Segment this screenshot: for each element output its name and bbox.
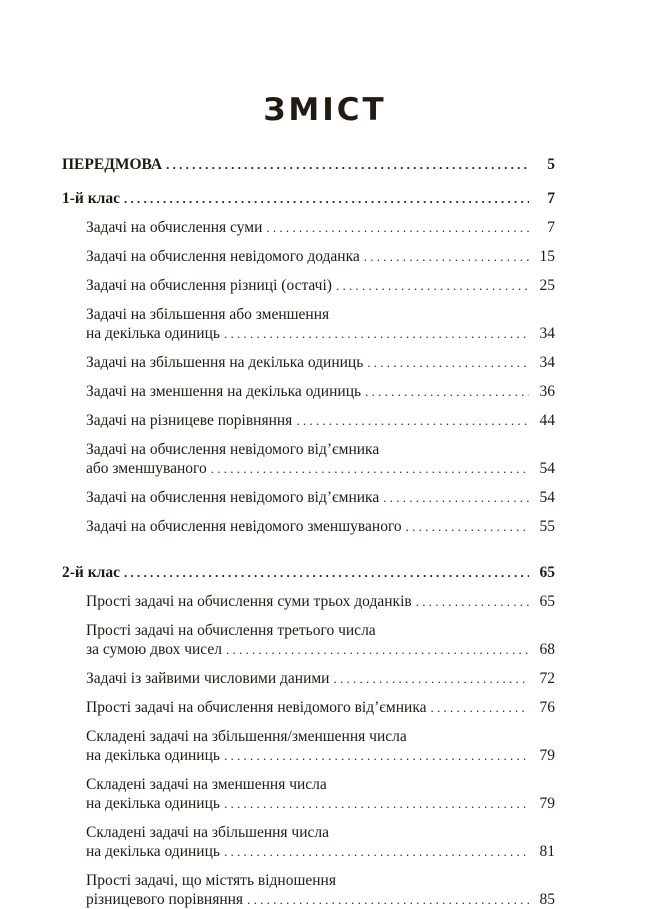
dot-leader [266, 218, 529, 237]
toc-entry-line [86, 247, 555, 266]
toc-page-number: 7 [547, 219, 555, 236]
toc-page-number: 54 [539, 460, 555, 477]
toc-entry[interactable] [86, 276, 555, 295]
toc-entry-title: Задачі на обчислення невідомого від’ємника [86, 489, 380, 506]
dot-leader [416, 592, 529, 611]
toc-entry-title-first-line: Задачі на збільшення або зменшення [86, 306, 330, 323]
toc-entry[interactable] [86, 440, 555, 478]
toc-entry-line [86, 411, 555, 430]
toc-page-number: 36 [539, 383, 555, 400]
toc-entry[interactable] [86, 517, 555, 536]
dot-leader [336, 276, 529, 295]
toc-entry[interactable] [86, 411, 555, 430]
dot-leader [406, 517, 529, 536]
toc-entry[interactable] [62, 189, 555, 208]
toc-entry[interactable] [86, 305, 555, 343]
dot-leader [224, 794, 529, 813]
toc-entry-title: різницевого порівняння [86, 891, 244, 908]
dot-leader [367, 353, 529, 372]
toc-entry-line [86, 382, 555, 401]
dot-leader [365, 382, 529, 401]
toc-entry-line [86, 592, 555, 611]
toc-page-number: 65 [539, 564, 555, 581]
toc-entry-title: або зменшуваного [86, 460, 207, 477]
toc-entry-line [86, 218, 555, 237]
dot-leader [364, 247, 529, 266]
toc-entry-title: Задачі на зменшення на декілька одиниць [86, 383, 362, 400]
toc-entry-title: Прості задачі на обчислення невідомого від’ємника [86, 699, 427, 716]
toc-page-number: 65 [539, 593, 555, 610]
toc-entry-title: 2-й клас [62, 564, 120, 581]
toc-entry-title: на декілька одиниць [86, 747, 220, 764]
table-of-contents [0, 155, 650, 909]
toc-page-number: 85 [539, 891, 555, 908]
toc-entry[interactable] [86, 621, 555, 659]
toc-entry-line [62, 155, 555, 174]
toc-entry[interactable] [86, 488, 555, 507]
toc-entry-line [62, 563, 555, 582]
dot-leader [124, 189, 529, 208]
toc-entry-title: Задачі на обчислення невідомого зменшуваного [86, 518, 402, 535]
toc-entry[interactable] [86, 218, 555, 237]
toc-page-number: 34 [539, 354, 555, 371]
toc-entry-line [86, 488, 555, 507]
toc-entry[interactable] [86, 669, 555, 688]
toc-entry-title: на декілька одиниць [86, 843, 220, 860]
toc-entry[interactable] [86, 382, 555, 401]
toc-page-number: 44 [539, 412, 555, 429]
toc-entry-title: Задачі на обчислення різниці (остачі) [86, 277, 332, 294]
toc-entry-line [86, 517, 555, 536]
toc-entry-title: 1-й клас [62, 190, 120, 207]
toc-entry-title-first-line: Прості задачі, що містять відношення [86, 872, 336, 889]
dot-leader [224, 842, 529, 861]
toc-entry[interactable] [62, 155, 555, 174]
dot-leader [226, 640, 529, 659]
dot-leader [224, 746, 529, 765]
toc-entry-line [86, 842, 555, 861]
toc-entry-title: на декілька одиниць [86, 795, 220, 812]
toc-entry-line [86, 669, 555, 688]
toc-page-number: 76 [539, 699, 555, 716]
toc-page-number: 81 [539, 843, 555, 860]
dot-leader [166, 155, 529, 174]
dot-leader [124, 563, 529, 582]
toc-page-number: 34 [539, 325, 555, 342]
page-title: ЗМІСТ [263, 92, 387, 128]
toc-entry-title: Задачі на обчислення невідомого доданка [86, 248, 360, 265]
dot-leader [383, 488, 529, 507]
toc-page-number: 5 [547, 156, 555, 173]
toc-page-number: 68 [539, 641, 555, 658]
toc-entry-title-first-line: Задачі на обчислення невідомого від’ємника [86, 441, 380, 458]
toc-entry[interactable] [86, 353, 555, 372]
toc-entry-line [86, 353, 555, 372]
toc-page-number: 7 [547, 190, 555, 207]
toc-entry[interactable] [86, 823, 555, 861]
dot-leader [224, 324, 529, 343]
toc-entry-line [86, 746, 555, 765]
toc-entry-line [86, 640, 555, 659]
toc-entry[interactable] [62, 563, 555, 582]
toc-entry-title: Прості задачі на обчислення суми трьох доданків [86, 593, 412, 610]
toc-page-number: 15 [539, 248, 555, 265]
toc-entry-line [86, 698, 555, 717]
toc-page-number: 72 [539, 670, 555, 687]
toc-entry-title: Задачі із зайвими числовими даними [86, 670, 330, 687]
toc-entry-title: Задачі на різницеве порівняння [86, 412, 293, 429]
toc-entry[interactable] [86, 592, 555, 611]
toc-entry-title-first-line: Складені задачі на збільшення/зменшення числа [86, 728, 407, 745]
toc-entry-title: ПЕРЕДМОВА [62, 156, 163, 173]
toc-entry[interactable] [86, 698, 555, 717]
dot-leader [431, 698, 529, 717]
toc-page-number: 79 [539, 747, 555, 764]
toc-entry[interactable] [86, 871, 555, 909]
toc-entry-title: Задачі на збільшення на декілька одиниць [86, 354, 364, 371]
toc-page-number: 25 [539, 277, 555, 294]
dot-leader [296, 411, 529, 430]
toc-entry[interactable] [86, 247, 555, 266]
toc-entry-line [86, 794, 555, 813]
toc-entry[interactable] [86, 775, 555, 813]
toc-entry-title: Задачі на обчислення суми [86, 219, 263, 236]
toc-entry-title-first-line: Прості задачі на обчислення третього числа [86, 622, 376, 639]
toc-entry-title-first-line: Складені задачі на зменшення числа [86, 776, 327, 793]
toc-entry-line [86, 276, 555, 295]
toc-page-number: 79 [539, 795, 555, 812]
dot-leader [333, 669, 529, 688]
toc-page-number: 55 [539, 518, 555, 535]
toc-entry-title: на декілька одиниць [86, 325, 220, 342]
toc-entry-title: за сумою двох чисел [86, 641, 222, 658]
toc-entry[interactable] [86, 727, 555, 765]
toc-entry-line [86, 459, 555, 478]
toc-entry-line [62, 189, 555, 208]
dot-leader [211, 459, 529, 478]
toc-entry-line [86, 324, 555, 343]
toc-entry-title-first-line: Складені задачі на збільшення числа [86, 824, 330, 841]
toc-page-number: 54 [539, 489, 555, 506]
